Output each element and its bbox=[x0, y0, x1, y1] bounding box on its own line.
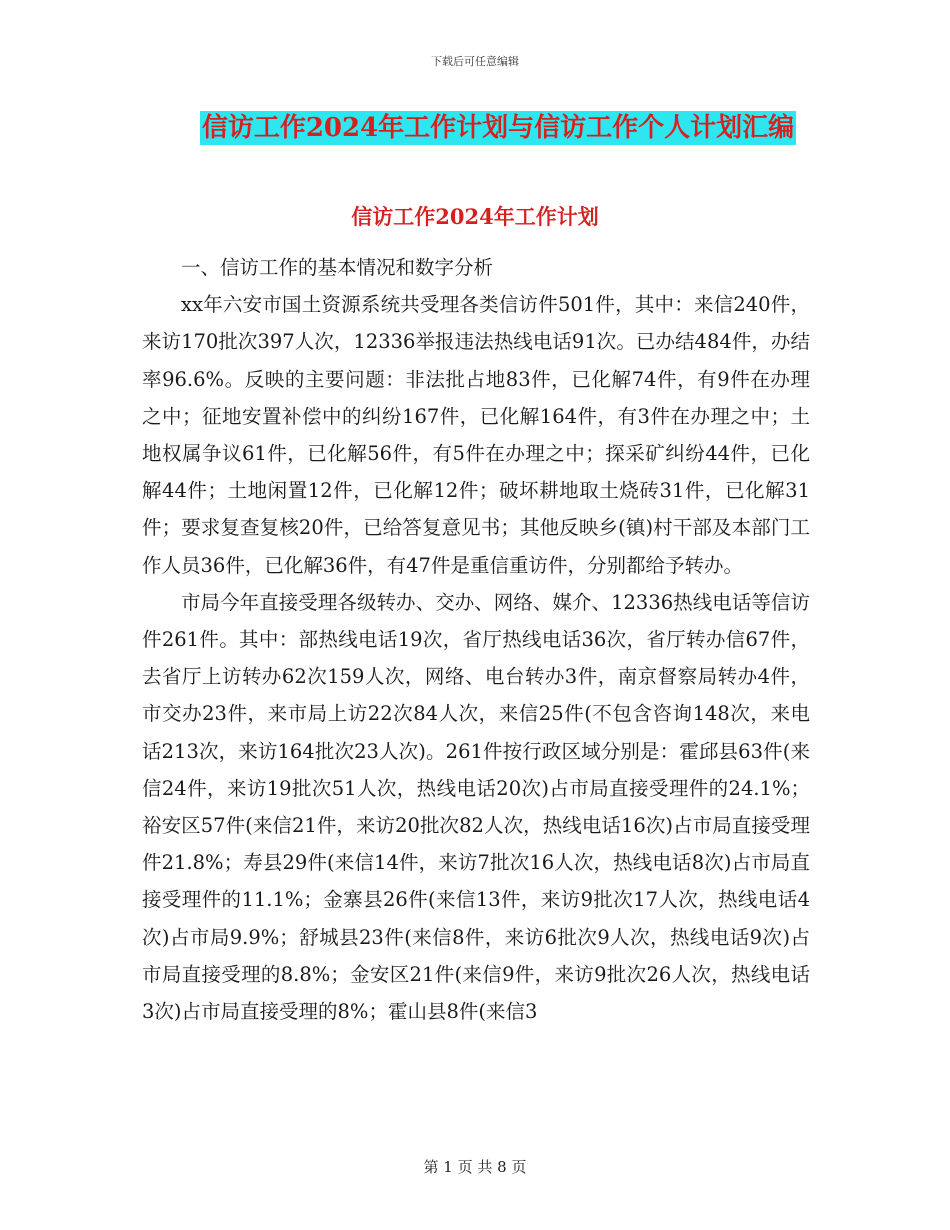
document-body bbox=[142, 249, 810, 1030]
main-title-wrap bbox=[0, 111, 950, 145]
sub-title: 信访工作2024年工作计划 bbox=[351, 204, 599, 229]
section-heading: 一、信访工作的基本情况和数字分析 bbox=[181, 256, 494, 279]
paragraph: 市局今年直接受理各级转办、交办、网络、媒介、12336热线电话等信访件261件。其中：部热线电话19次，省厅热线电话36次，省厅转办信67件，去省厅上访转办62次159人次，网络、电台转办3件，南京督察局转办4件，市交办23件，来市局上访22次84人次，来信25件(不包含咨询148次，来电话213次，来访164批次23人次)。261件按行政区域分别是：霍邱县63件(来信24件，来访19批次51人次，热线电话20次)占市局直接受理件的24.1%；裕安区57件(来信21件，来访20批次82人次，热线电话16次)占市局直接受理件21.8%；寿县29件(来信14件，来访7批次16人次，热线电话8次)占市局直接受理件的11.1%；金寨县26件(来信13件，来访9批次17人次，热线电话4次)占市局9.9%；舒城县23件(来信8件，来访6批次9人次，热线电话9次)占市局直接受理的8.8%；金安区21件(来信9件，来访9批次26人次，热线电话3次)占市局直接受理的8%；霍山县8件(来信3 bbox=[142, 590, 810, 1024]
page-footer: 第 1 页 共 8 页 bbox=[423, 1158, 527, 1176]
main-title: 信访工作2024年工作计划与信访工作个人计划汇编 bbox=[201, 113, 795, 143]
paragraph: xx年六安市国土资源系统共受理各类信访件501件，其中：来信240件，来访170批次397人次，12336举报违法热线电话91次。已办结484件，办结率96.6%。反映的主要问题：非法批占地83件，已化解74件，有9件在办理之中；征地安置补偿中的纠纷167件，已化解164件，有3件在办理之中；土地权属争议61件，已化解56件，有5件在办理之中；探采矿纠纷44件，已化解44件；土地闲置12件，已化解12件；破坏耕地取土烧砖31件，已化解31件；要求复查复核20件，已给答复意见书；其他反映乡(镇)村干部及本部门工作人员36件，已化解36件，有47件是重信重访件，分别都给予转办。 bbox=[142, 293, 810, 577]
header-note: 下载后可任意编辑 bbox=[431, 55, 519, 68]
